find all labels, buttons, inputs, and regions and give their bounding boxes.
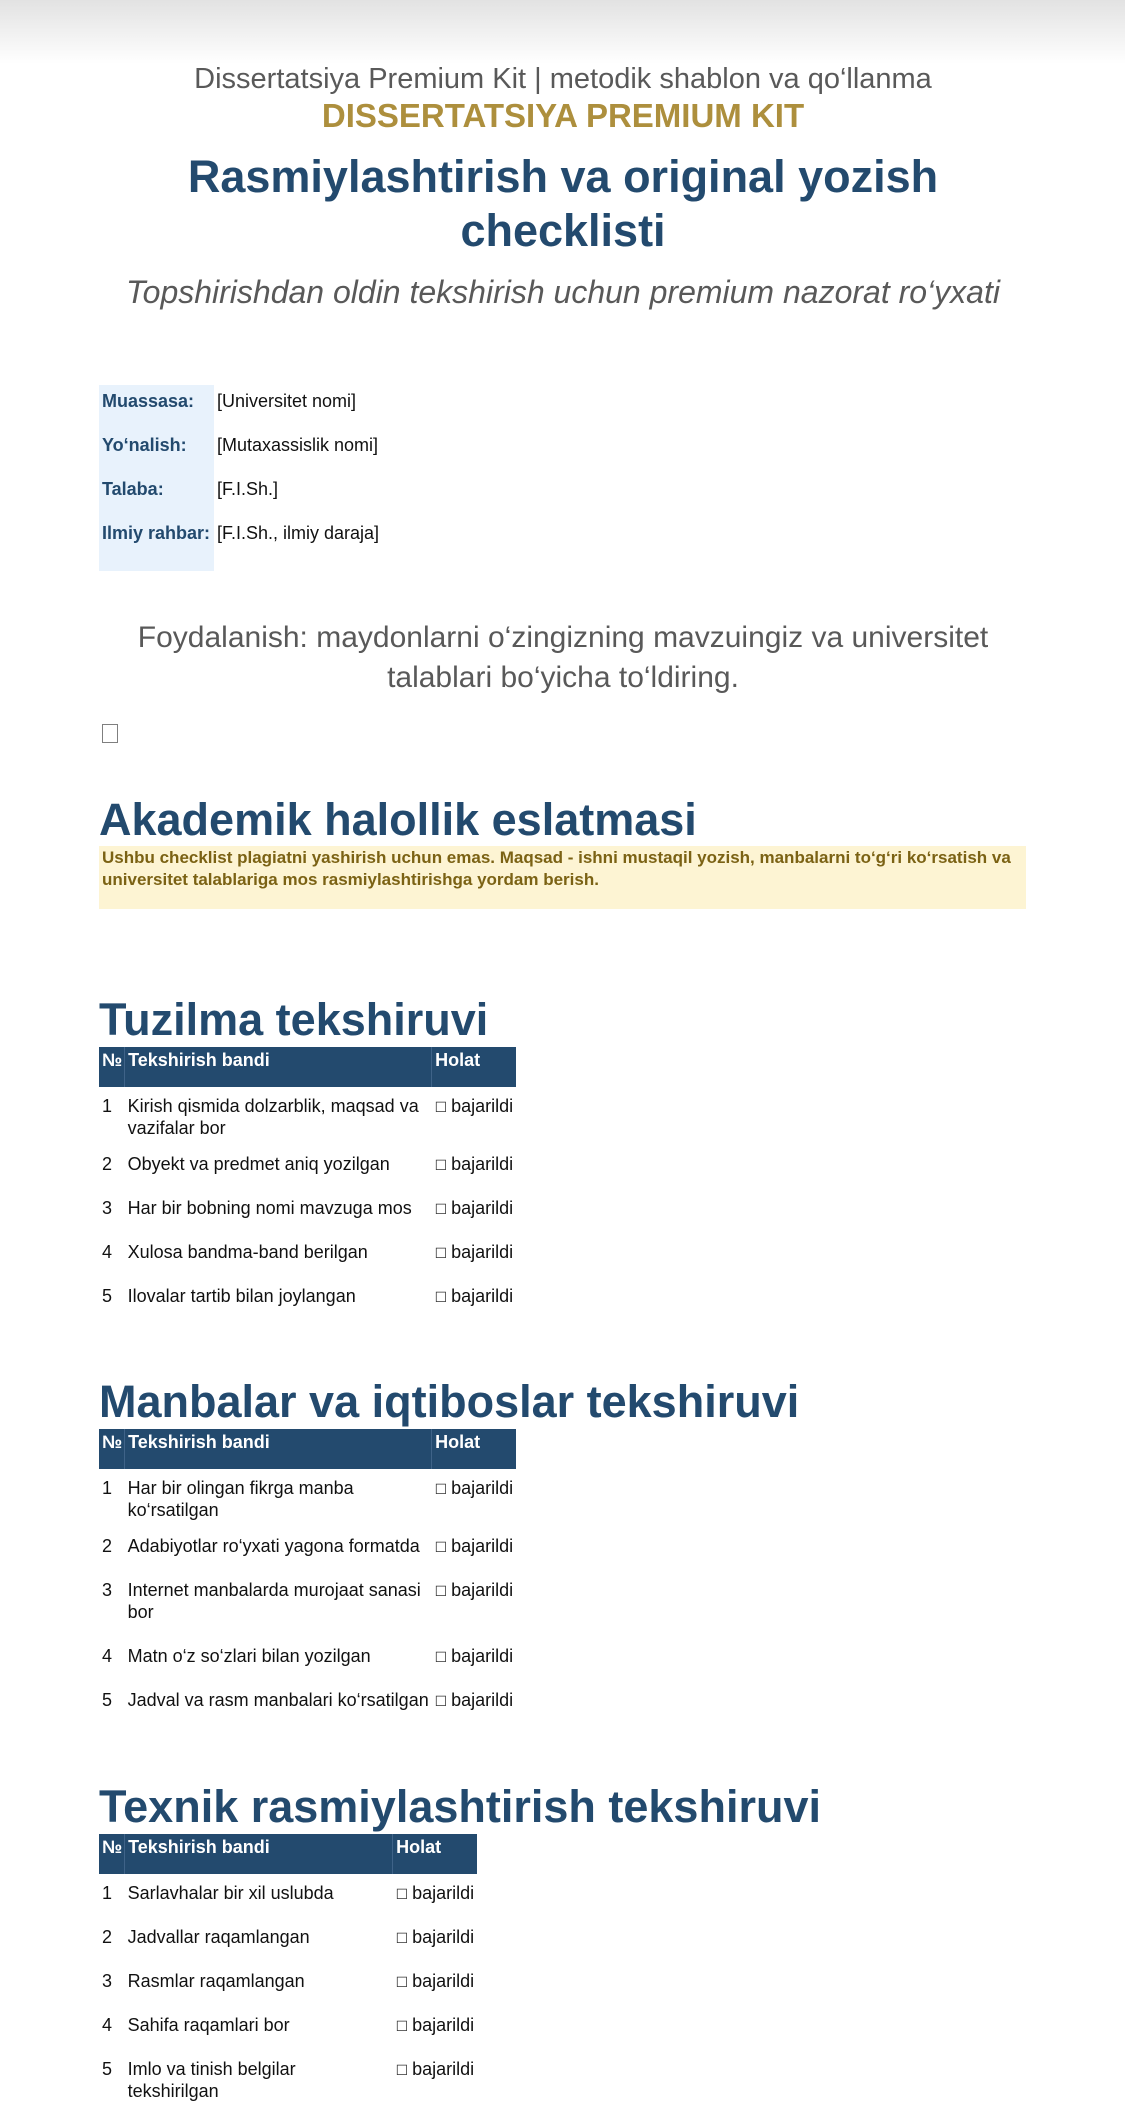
table-row <box>99 2058 477 2102</box>
checkbox-icon[interactable]: ☐ <box>434 1481 448 1497</box>
table-row <box>99 1645 516 1689</box>
info-row-student <box>99 473 382 517</box>
status-label: bajarildi <box>451 1242 514 1262</box>
row-item: Kirish qismida dolzarblik, maqsad va vazifalar bor <box>127 1096 419 1138</box>
usage-instruction: Foydalanish: maydonlarni o‘zingizning mavzuingiz va universitet talablari bo‘yicha to‘ldiring. <box>137 621 989 694</box>
status-label: bajarildi <box>412 2015 475 2035</box>
row-status[interactable] <box>432 1197 516 1241</box>
col-header-status: Holat <box>432 1429 516 1469</box>
status-label: bajarildi <box>451 1478 514 1498</box>
row-status[interactable] <box>432 1285 516 1329</box>
row-status[interactable] <box>393 1926 477 1970</box>
col-header-number: № <box>99 1834 125 1874</box>
section-heading-sources: Manbalar va iqtiboslar tekshiruvi <box>99 1376 800 1427</box>
section-heading-technical: Texnik rasmiylashtirish tekshiruvi <box>99 1781 821 1832</box>
row-number: 5 <box>102 1286 113 1306</box>
row-number: 5 <box>102 2059 113 2079</box>
document-subtitle: Topshirishdan oldin tekshirish uchun premium nazorat ro‘yxati <box>126 274 1000 310</box>
row-status[interactable] <box>432 1087 516 1153</box>
checkbox-icon[interactable]: ☐ <box>395 2062 409 2078</box>
table-row <box>99 1874 477 1926</box>
checkbox-icon[interactable]: ☐ <box>395 2018 409 2034</box>
top-edge-shadow <box>0 0 1125 64</box>
status-label: bajarildi <box>451 1154 514 1174</box>
row-number: 3 <box>102 1580 113 1600</box>
row-status[interactable] <box>432 1153 516 1197</box>
row-status[interactable] <box>432 1579 516 1645</box>
checklist-table-sources <box>99 1429 516 1733</box>
brand-title: DISSERTATSIYA PREMIUM KIT <box>321 97 805 134</box>
row-number: 2 <box>102 1927 113 1947</box>
info-label: Yo‘nalish: <box>99 429 214 473</box>
status-label: bajarildi <box>412 1971 475 1991</box>
table-header-row <box>99 1047 516 1087</box>
status-label: bajarildi <box>451 1096 514 1116</box>
status-label: bajarildi <box>451 1646 514 1666</box>
checkbox-icon[interactable]: ☐ <box>434 1539 448 1555</box>
table-row <box>99 1579 516 1645</box>
info-row-supervisor <box>99 517 382 571</box>
status-label: bajarildi <box>451 1690 514 1710</box>
row-number: 3 <box>102 1971 113 1991</box>
info-value-field[interactable]: [Mutaxassislik nomi] <box>217 435 379 455</box>
checkbox-icon[interactable]: ☐ <box>395 1974 409 1990</box>
integrity-notice: Ushbu checklist plagiatni yashirish uchun emas. Maqsad - ishni mustaqil yozish, manbalarni to‘g‘ri ko‘rsatish va universitet talablariga mos rasmiylashtirishga yordam berish. <box>99 846 1026 909</box>
row-item: Jadval va rasm manbalari ko‘rsatilgan <box>127 1690 429 1710</box>
empty-checkbox[interactable] <box>102 724 118 743</box>
info-table <box>99 385 382 571</box>
checkbox-icon[interactable]: ☐ <box>395 1886 409 1902</box>
checkbox-icon[interactable]: ☐ <box>434 1693 448 1709</box>
row-number: 2 <box>102 1536 113 1556</box>
checkbox-icon[interactable]: ☐ <box>434 1289 448 1305</box>
row-item: Ilovalar tartib bilan joylangan <box>127 1286 356 1306</box>
row-item: Xulosa bandma-band berilgan <box>127 1242 368 1262</box>
row-number: 4 <box>102 2015 113 2035</box>
checkbox-icon[interactable]: ☐ <box>434 1157 448 1173</box>
status-label: bajarildi <box>412 1883 475 1903</box>
info-row-field <box>99 429 382 473</box>
table-row <box>99 1241 516 1285</box>
table-row <box>99 1689 516 1733</box>
table-row <box>99 1970 477 2014</box>
section-heading-structure: Tuzilma tekshiruvi <box>99 994 489 1045</box>
info-row-institution <box>99 385 382 429</box>
row-item: Imlo va tinish belgilar tekshirilgan <box>127 2059 296 2101</box>
checkbox-icon[interactable]: ☐ <box>434 1583 448 1599</box>
row-status[interactable] <box>393 1970 477 2014</box>
document-title: Rasmiylashtirish va original yozish checklisti <box>187 151 939 256</box>
info-label: Ilmiy rahbar: <box>99 517 214 571</box>
status-label: bajarildi <box>451 1286 514 1306</box>
table-row <box>99 1197 516 1241</box>
col-header-status: Holat <box>393 1834 477 1874</box>
status-label: bajarildi <box>451 1198 514 1218</box>
col-header-item: Tekshirish bandi <box>125 1429 432 1469</box>
checkbox-icon[interactable]: ☐ <box>434 1649 448 1665</box>
row-item: Matn o‘z so‘zlari bilan yozilgan <box>127 1646 371 1666</box>
col-header-status: Holat <box>432 1047 516 1087</box>
kit-header-line: Dissertatsiya Premium Kit | metodik shablon va qo‘llanma <box>194 63 932 95</box>
row-number: 2 <box>102 1154 113 1174</box>
table-row <box>99 1469 516 1535</box>
row-number: 3 <box>102 1198 113 1218</box>
row-status[interactable] <box>432 1469 516 1535</box>
row-number: 1 <box>102 1478 113 1498</box>
row-number: 5 <box>102 1690 113 1710</box>
checkbox-icon[interactable]: ☐ <box>434 1099 448 1115</box>
table-header-row <box>99 1834 477 1874</box>
checkbox-icon[interactable]: ☐ <box>395 1930 409 1946</box>
checkbox-icon[interactable]: ☐ <box>434 1201 448 1217</box>
checkbox-icon[interactable]: ☐ <box>434 1245 448 1261</box>
col-header-item: Tekshirish bandi <box>125 1834 393 1874</box>
row-number: 1 <box>102 1096 113 1116</box>
checklist-table-structure <box>99 1047 516 1329</box>
row-number: 4 <box>102 1242 113 1262</box>
table-row <box>99 1535 516 1579</box>
table-row <box>99 1087 516 1153</box>
table-row <box>99 2014 477 2058</box>
checklist-table-technical <box>99 1834 477 2102</box>
row-item: Sarlavhalar bir xil uslubda <box>127 1883 334 1903</box>
row-item: Rasmlar raqamlangan <box>127 1971 305 1991</box>
row-status[interactable] <box>432 1689 516 1733</box>
status-label: bajarildi <box>451 1580 514 1600</box>
row-item: Har bir bobning nomi mavzuga mos <box>127 1198 412 1218</box>
table-row <box>99 1285 516 1329</box>
col-header-number: № <box>99 1047 125 1087</box>
info-label: Muassasa: <box>99 385 214 429</box>
row-number: 1 <box>102 1883 113 1903</box>
status-label: bajarildi <box>451 1536 514 1556</box>
info-value-field[interactable]: [F.I.Sh., ilmiy daraja] <box>217 523 380 543</box>
col-header-item: Tekshirish bandi <box>125 1047 432 1087</box>
row-item: Har bir olingan fikrga manba ko‘rsatilgan <box>127 1478 354 1520</box>
row-item: Sahifa raqamlari bor <box>127 2015 290 2035</box>
row-status[interactable] <box>393 2014 477 2058</box>
row-status[interactable] <box>393 1874 477 1926</box>
row-status[interactable] <box>432 1645 516 1689</box>
info-label: Talaba: <box>99 473 214 517</box>
table-row <box>99 1926 477 1970</box>
col-header-number: № <box>99 1429 125 1469</box>
row-status[interactable] <box>432 1535 516 1579</box>
info-value-field[interactable]: [Universitet nomi] <box>217 391 357 411</box>
row-item: Adabiyotlar ro‘yxati yagona formatda <box>127 1536 420 1556</box>
status-label: bajarildi <box>412 2059 475 2079</box>
row-status[interactable] <box>432 1241 516 1285</box>
row-item: Jadvallar raqamlangan <box>127 1927 310 1947</box>
integrity-heading: Akademik halollik eslatmasi <box>99 794 697 845</box>
row-status[interactable] <box>393 2058 477 2102</box>
row-number: 4 <box>102 1646 113 1666</box>
table-row <box>99 1153 516 1197</box>
status-label: bajarildi <box>412 1927 475 1947</box>
row-item: Obyekt va predmet aniq yozilgan <box>127 1154 390 1174</box>
table-header-row <box>99 1429 516 1469</box>
row-item: Internet manbalarda murojaat sanasi bor <box>127 1580 421 1622</box>
info-value-field[interactable]: [F.I.Sh.] <box>217 479 279 499</box>
